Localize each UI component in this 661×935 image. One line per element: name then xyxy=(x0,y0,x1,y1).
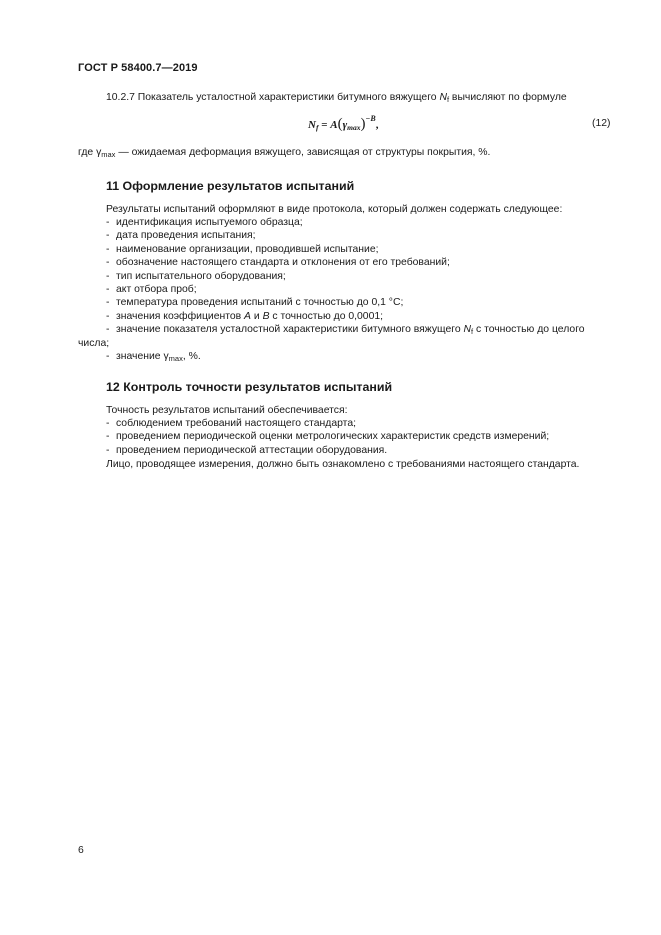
section-11-intro: Результаты испытаний оформляют в виде протокола, который должен содержать следующее: xyxy=(106,204,563,215)
section-12-intro: Точность результатов испытаний обеспечивается: xyxy=(106,405,348,416)
section-12-heading: 12 Контроль точности результатов испытаний xyxy=(106,380,393,394)
page-number: 6 xyxy=(78,845,84,856)
list-item: - проведением периодической аттестации оборудования. xyxy=(106,444,388,456)
section-12-list xyxy=(106,417,549,457)
list-item: - тип испытательного оборудования; xyxy=(106,270,286,282)
list-item-coefficients: - значения коэффициентов A и B с точностью до 0,0001; xyxy=(106,310,384,322)
list-item: - соблюдением требований настоящего стандарта; xyxy=(106,418,356,429)
clause-10-2-7: 10.2.7 Показатель усталостной характеристики битумного вяжущего $N_f$ вычисляют по формуле xyxy=(106,92,567,104)
section-12-closing: Лицо, проводящее измерения, должно быть ознакомлено с требованиями настоящего стандарта. xyxy=(106,459,580,470)
section-11-list xyxy=(106,216,585,339)
list-item-nf: - значение показателя усталостной характеристики битумного вяжущего $N_f$ с точностью до целого xyxy=(106,324,585,337)
formula-number: (12) xyxy=(592,118,611,129)
document-header: ГОСТ Р 58400.7—2019 xyxy=(78,62,198,74)
list-item-nf-continuation: числа; xyxy=(78,338,110,349)
formula-explanation: где $\gamma_{max}$ — ожидаемая деформация вяжущего, зависящая от структуры покрытия, %. xyxy=(78,147,491,159)
list-item: - акт отбора проб; xyxy=(106,284,197,296)
formula-12: $N_f = A(\gamma_{max})^{-B}$, xyxy=(308,114,379,132)
section-11-list-tail xyxy=(106,350,201,365)
list-item: - дата проведения испытания; xyxy=(106,230,256,242)
list-item: - обозначение настоящего стандарта и отклонения от его требований; xyxy=(106,257,450,269)
list-item: - наименование организации, проводившей испытание; xyxy=(106,243,379,255)
section-11-heading: 11 Оформление результатов испытаний xyxy=(106,179,355,193)
list-item-gamma: - значение $\gamma_{max}$, %. xyxy=(106,351,201,363)
list-item: - температура проведения испытаний с точностью до 0,1 °С; xyxy=(106,297,404,309)
list-item: - проведением периодической оценки метрологических характеристик средств измерений; xyxy=(106,431,550,443)
list-item: - идентификация испытуемого образца; xyxy=(106,217,303,228)
